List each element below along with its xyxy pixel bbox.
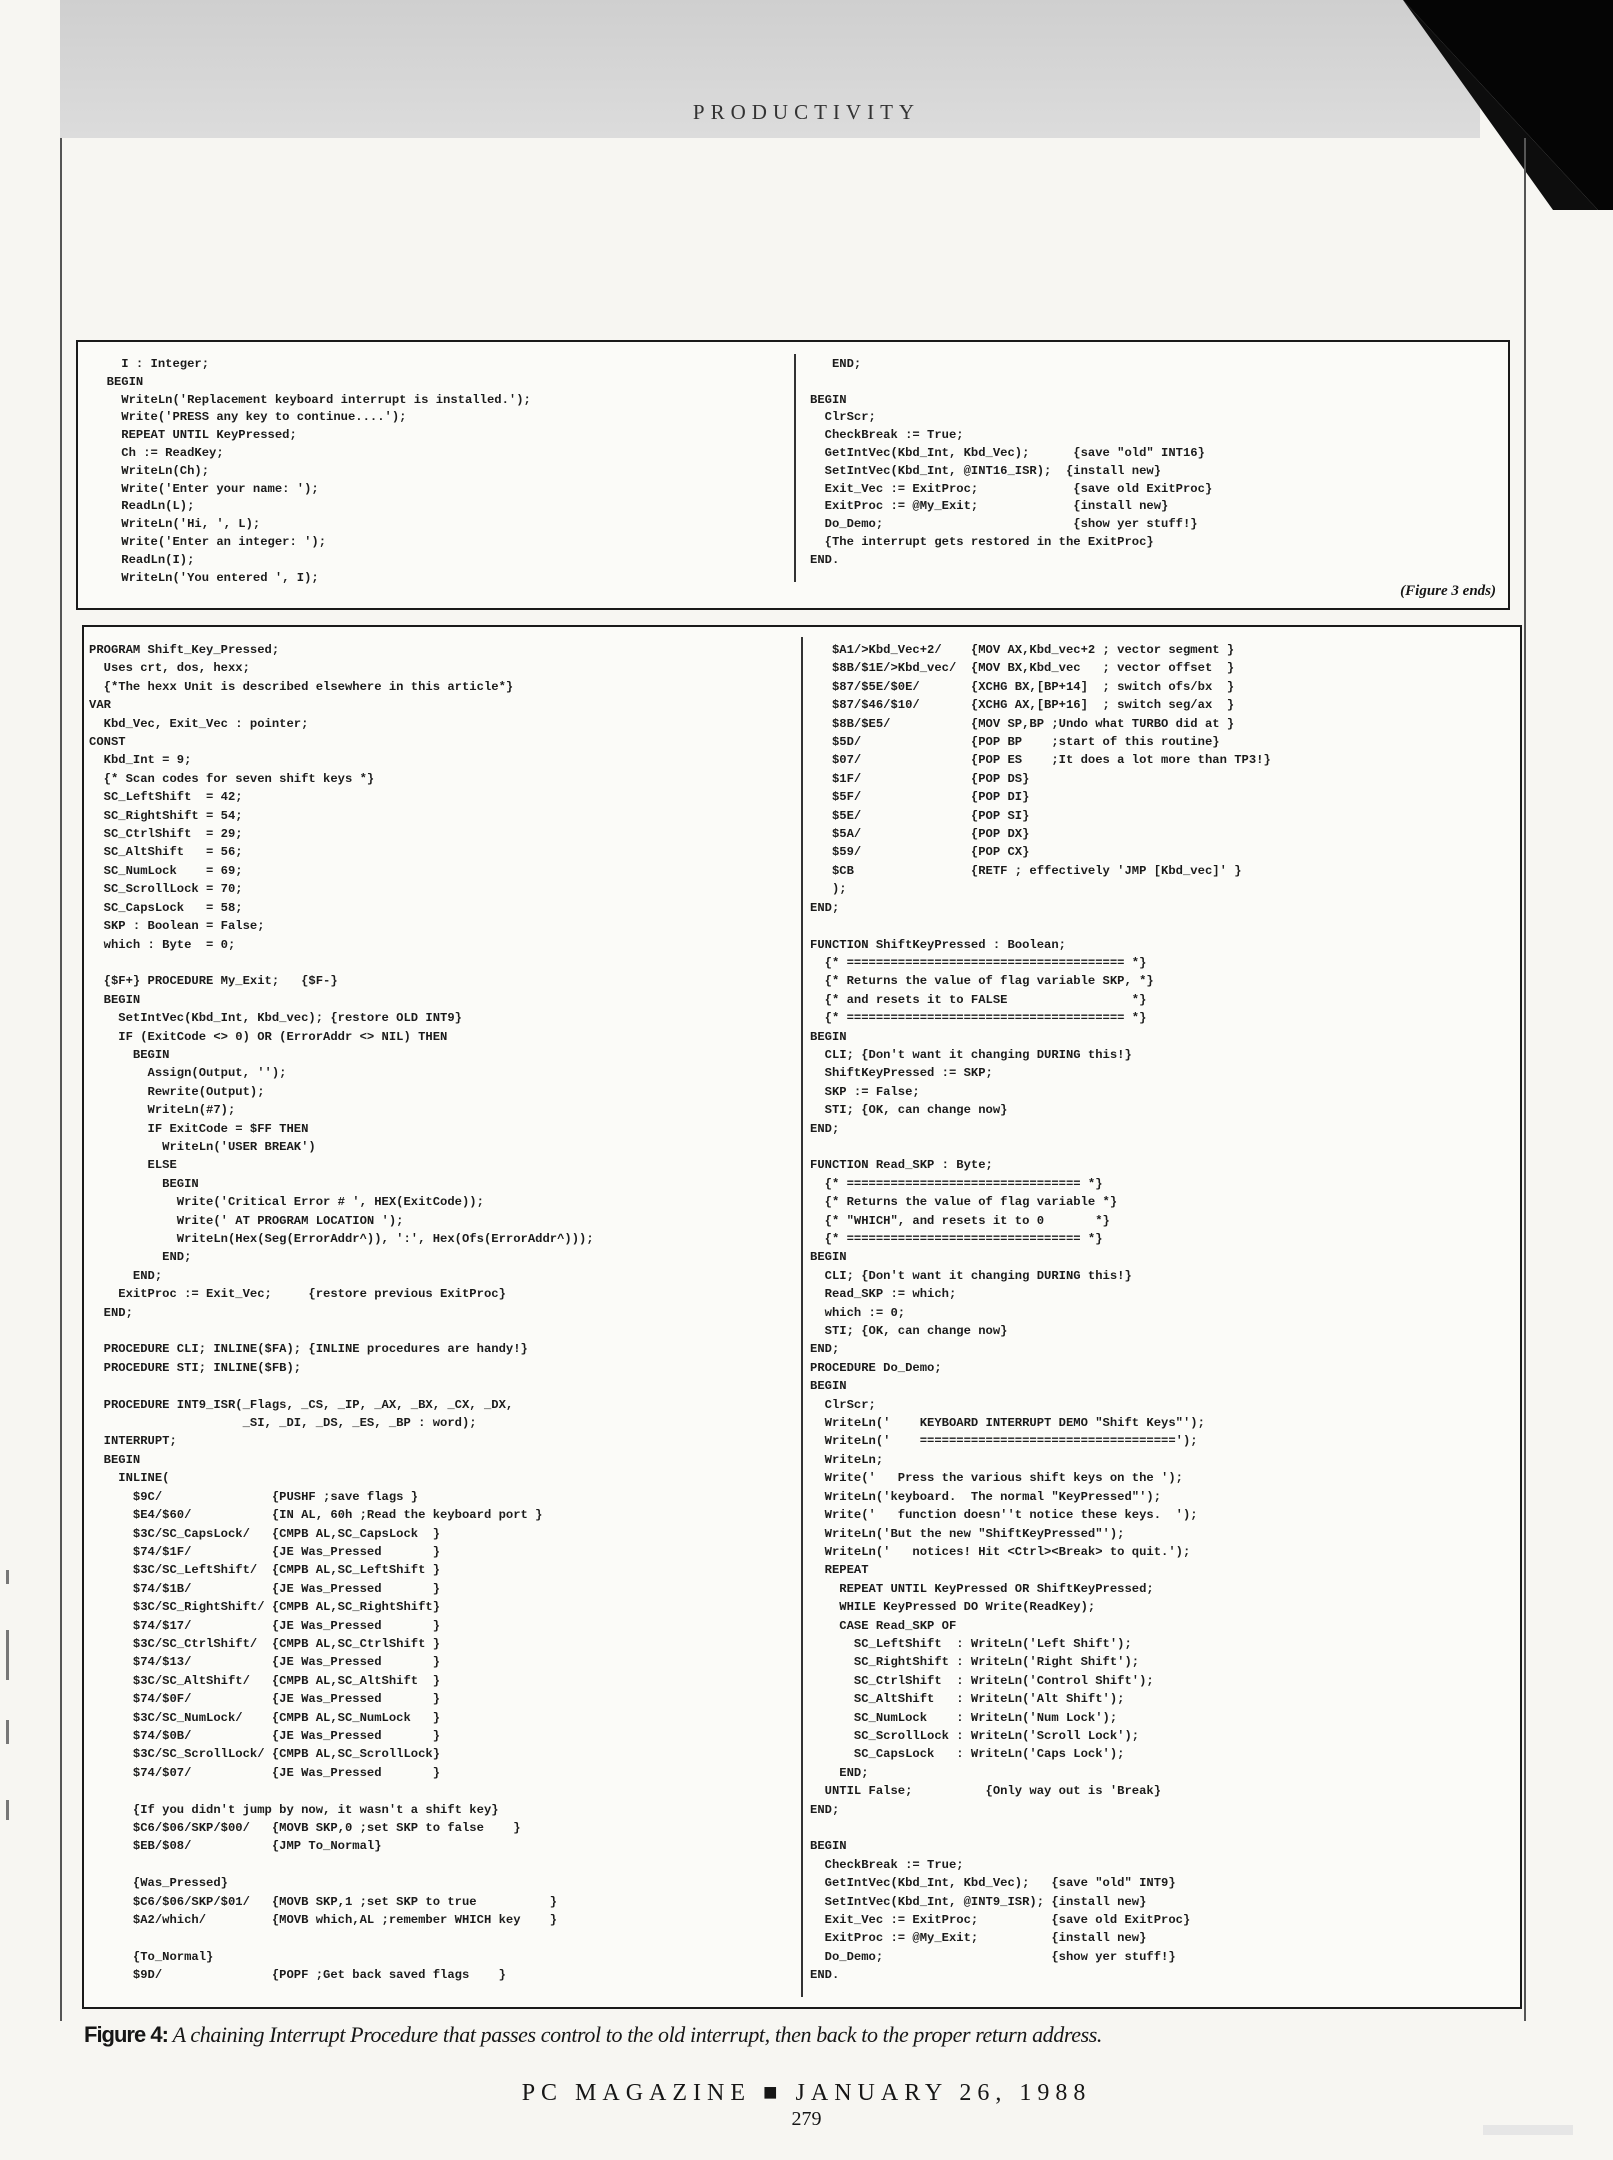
- margin-marks: [6, 1570, 14, 1970]
- figure4-caption: [84, 2022, 1524, 2048]
- column-divider: [801, 637, 803, 1997]
- page-number: 279: [791, 2108, 822, 2130]
- figure3-end-label: (Figure 3 ends): [1400, 583, 1496, 599]
- figure3-box: [76, 340, 1510, 610]
- footer-magazine-line: PC MAGAZINE ■ JANUARY 26, 1988: [521, 2080, 1092, 2106]
- caption-label: Figure 4:: [84, 2022, 168, 2047]
- figure3-code-right: END; BEGIN ClrScr; CheckBreak := True; GetIntVec(Kbd_Int, Kbd_Vec); {save "old" INT16} SetIntVec(Kbd_Int, @INT16_ISR); {install new} Exit_Vec := ExitProc; {save old ExitProc} ExitProc := @My_Exit; {install new} Do_Demo; {show yer stuff!} {The interrupt gets restored in the ExitProc} END.: [810, 357, 1213, 567]
- figure4-box: [82, 625, 1522, 2009]
- section-label: PRODUCTIVITY: [692, 100, 921, 124]
- caption-text: A chaining Interrupt Procedure that passes control to the old interrupt, then back to the proper return address.: [167, 2022, 1103, 2047]
- column-divider: [794, 354, 796, 582]
- figure4-code-right: $A1/>Kbd_Vec+2/ {MOV AX,Kbd_vec+2 ; vector segment } $8B/$1E/>Kbd_vec/ {MOV BX,Kbd_vec ; vector offset } $87/$5E/$0E/ {XCHG BX,[BP+14] ; switch ofs/bx } $87/$46/$10/ {XCHG AX,[BP+16] ; switch seg/ax } $8B/$E5/ {MOV SP,BP ;Undo what TURBO did at } $5D/ {POP BP ;start of this routine} $07/ {POP ES ;It does a lot more than TP3!} $1F/ {POP DS} $5F/ {POP DI} $5E/ {POP SI} $5A/ {POP DX} $59/ {POP CX} $CB {RETF ; effectively 'JMP [Kbd_vec]' } ); END; FUNCTION ShiftKeyPressed : Boolean; {* ====================================== *} {* Returns the value of flag variable SKP, *} {* and resets it to FALSE *} {* ====================================== *} BEGIN CLI; {Don't want it changing DURING this!} ShiftKeyPressed := SKP; SKP := False; STI; {OK, can change now} END; FUNCTION Read_SKP : Byte; {* ================================ *} {* Returns the value of flag variable *} {* "WHICH", and resets it to 0 *} {* ================================ *} BEGIN CLI; {Don't want it changing DURING this!} Read_SKP := which; which := 0; STI; {OK, can change now} END; PROCEDURE Do_Demo; BEGIN ClrScr; WriteLn(' KEYBOARD INTERRUPT DEMO "Shift Keys"'); WriteLn(' ==================================='); WriteLn; Write(' Press the various shift keys on the '); WriteLn('keyboard. The normal "KeyPressed"'); Write(' function doesn''t notice these keys. '); WriteLn('But the new "ShiftKeyPressed"'); WriteLn(' notices! Hit <Ctrl><Break> to quit.'); REPEAT REPEAT UNTIL KeyPressed OR ShiftKeyPressed; WHILE KeyPressed DO Write(ReadKey); CASE Read_SKP OF SC_LeftShift : WriteLn('Left Shift'); SC_RightShift : WriteLn('Right Shift'); SC_CtrlShift : WriteLn('Control Shift'); SC_AltShift : WriteLn('Alt Shift'); SC_NumLock : WriteLn('Num Lock'); SC_ScrollLock : WriteLn('Scroll Lock'); SC_CapsLock : WriteLn('Caps Lock'); END; UNTIL False; {Only way out is 'Break} END; BEGIN CheckBreak := True; GetIntVec(Kbd_Int, Kbd_Vec); {save "old" INT9} SetIntVec(Kbd_Int, @INT9_ISR); {install new} Exit_Vec := ExitProc; {save old ExitProc} ExitProc := @My_Exit; {install new} Do_Demo; {show yer stuff!} END.: [810, 643, 1271, 1983]
- scan-watermark: [1483, 2125, 1573, 2135]
- figure4-code-left: PROGRAM Shift_Key_Pressed; Uses crt, dos, hexx; {*The hexx Unit is described elsewhere in this article*} VAR Kbd_Vec, Exit_Vec : pointer; CONST Kbd_Int = 9; {* Scan codes for seven shift keys *} SC_LeftShift = 42; SC_RightShift = 54; SC_CtrlShift = 29; SC_AltShift = 56; SC_NumLock = 69; SC_ScrollLock = 70; SC_CapsLock = 58; SKP : Boolean = False; which : Byte = 0; {$F+} PROCEDURE My_Exit; {$F-} BEGIN SetIntVec(Kbd_Int, Kbd_vec); {restore OLD INT9} IF (ExitCode <> 0) OR (ErrorAddr <> NIL) THEN BEGIN Assign(Output, ''); Rewrite(Output); WriteLn(#7); IF ExitCode = $FF THEN WriteLn('USER BREAK') ELSE BEGIN Write('Critical Error # ', HEX(ExitCode)); Write(' AT PROGRAM LOCATION '); WriteLn(Hex(Seg(ErrorAddr^)), ':', Hex(Ofs(ErrorAddr^))); END; END; ExitProc := Exit_Vec; {restore previous ExitProc} END; PROCEDURE CLI; INLINE($FA); {INLINE procedures are handy!} PROCEDURE STI; INLINE($FB); PROCEDURE INT9_ISR(_Flags, _CS, _IP, _AX, _BX, _CX, _DX, _SI, _DI, _DS, _ES, _BP : word); INTERRUPT; BEGIN INLINE( $9C/ {PUSHF ;save flags } $E4/$60/ {IN AL, 60h ;Read the keyboard port } $3C/SC_CapsLock/ {CMPB AL,SC_CapsLock } $74/$1F/ {JE Was_Pressed } $3C/SC_LeftShift/ {CMPB AL,SC_LeftShift } $74/$1B/ {JE Was_Pressed } $3C/SC_RightShift/ {CMPB AL,SC_RightShift} $74/$17/ {JE Was_Pressed } $3C/SC_CtrlShift/ {CMPB AL,SC_CtrlShift } $74/$13/ {JE Was_Pressed } $3C/SC_AltShift/ {CMPB AL,SC_AltShift } $74/$0F/ {JE Was_Pressed } $3C/SC_NumLock/ {CMPB AL,SC_NumLock } $74/$0B/ {JE Was_Pressed } $3C/SC_ScrollLock/ {CMPB AL,SC_ScrollLock} $74/$07/ {JE Was_Pressed } {If you didn't jump by now, it wasn't a shift key} $C6/$06/SKP/$00/ {MOVB SKP,0 ;set SKP to false } $EB/$08/ {JMP To_Normal} {Was_Pressed} $C6/$06/SKP/$01/ {MOVB SKP,1 ;set SKP to true } $A2/which/ {MOVB which,AL ;remember WHICH key } {To_Normal} $9D/ {POPF ;Get back saved flags }: [89, 643, 594, 1983]
- figure3-code-left: I : Integer; BEGIN WriteLn('Replacement keyboard interrupt is installed.'); Write('PRESS any key to continue....'); REPEAT UNTIL KeyPressed; Ch := ReadKey; WriteLn(Ch); Write('Enter your name: '); ReadLn(L); WriteLn('Hi, ', L); Write('Enter an integer: '); ReadLn(I); WriteLn('You entered ', I);: [106, 357, 531, 585]
